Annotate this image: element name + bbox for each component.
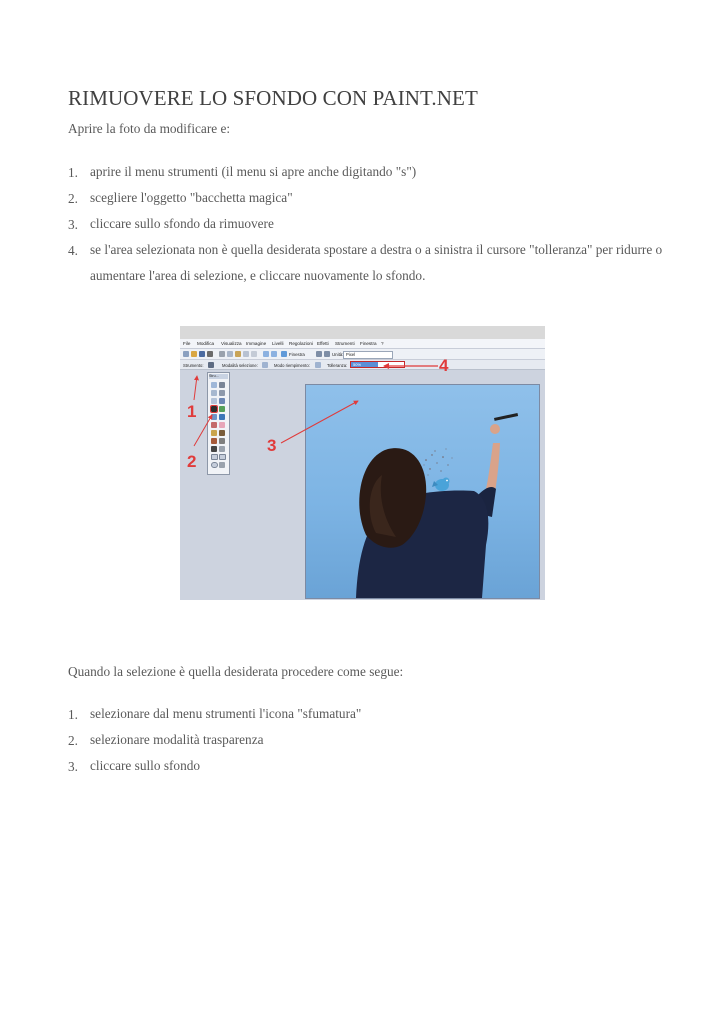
menu-file[interactable]: File: [183, 341, 191, 346]
list-number: 1.: [68, 707, 78, 722]
list-text: aprire il menu strumenti (il menu si apre anche digitando "s"): [90, 164, 417, 179]
window-label[interactable]: Finestra: [289, 351, 305, 357]
tolerance-value: 50%: [353, 361, 362, 367]
annotation-3: 3: [267, 436, 277, 455]
menu-help[interactable]: ?: [381, 341, 384, 346]
annotation-4: 4: [439, 356, 449, 375]
list-text: selezionare dal menu strumenti l'icona "sfumatura": [90, 706, 362, 721]
page-title: RIMUOVERE LO SFONDO CON PAINT.NET: [68, 86, 478, 110]
list-number: 2.: [68, 733, 78, 748]
annotation-1: 1: [187, 402, 197, 421]
intro-text: Aprire la foto da modificare e:: [68, 121, 231, 136]
menu-livelli[interactable]: Livelli: [272, 341, 284, 346]
tools-window-title: Stru...: [209, 374, 228, 379]
arrow-1: [194, 376, 197, 400]
menu-regolazioni[interactable]: Regolazioni: [289, 341, 314, 346]
menu-finestra[interactable]: Finestra: [360, 341, 377, 346]
list-number: 4.: [68, 243, 78, 258]
list-number: 3.: [68, 759, 78, 774]
list-number: 3.: [68, 217, 78, 232]
menu-visualizza[interactable]: Visualizza: [221, 341, 242, 346]
paintnet-screenshot: [180, 326, 545, 600]
units-value: Pixel: [346, 352, 356, 357]
list-text: cliccare sullo sfondo: [90, 758, 201, 773]
tool-label: Strumento:: [183, 362, 204, 368]
list-text: cliccare sullo sfondo da rimuovere: [90, 216, 274, 231]
fill-mode-label: Modo riempimento:: [274, 362, 310, 368]
list-number: 1.: [68, 165, 78, 180]
selection-mode-label: Modalità selezione:: [222, 362, 258, 368]
list-text: se l'area selezionata non è quella desiderata spostare a destra o a sinistra il cursore "tolleranza" per ridurre o aumentare l'area di selezione, e cliccare nuovamente lo sfondo.: [90, 242, 663, 283]
annotation-arrows: [180, 326, 545, 600]
arrow-2: [194, 415, 212, 446]
list-text: scegliere l'oggetto "bacchetta magica": [90, 190, 293, 205]
list-text: selezionare modalità trasparenza: [90, 732, 264, 747]
menu-modifica[interactable]: Modifica: [197, 341, 215, 346]
arrow-3: [281, 401, 358, 443]
menu-strumenti[interactable]: Strumenti: [335, 341, 355, 346]
second-intro-text: Quando la selezione è quella desiderata procedere come segue:: [68, 664, 404, 679]
units-label: Unità:: [332, 351, 344, 357]
menu-immagine[interactable]: Immagine: [246, 341, 267, 346]
menu-effetti[interactable]: Effetti: [317, 341, 329, 346]
annotation-2: 2: [187, 452, 197, 471]
list-number: 2.: [68, 191, 78, 206]
tolerance-label: Tolleranza:: [327, 362, 348, 368]
